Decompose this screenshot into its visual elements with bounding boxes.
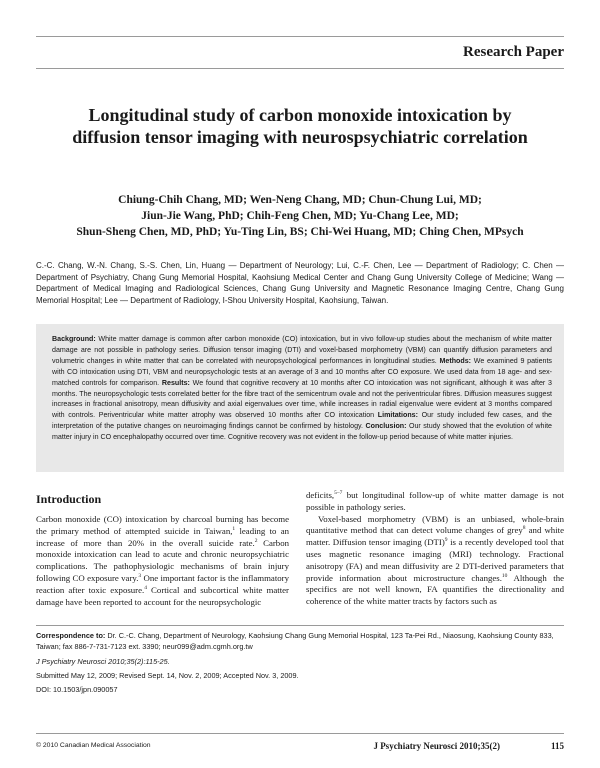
body-column-right <box>306 490 564 608</box>
text-run: Carbon monoxide (CO) intoxication by charcoal burning has become the primary method of attempted suicide in Taiwan, <box>36 514 289 536</box>
doi-line: DOI: 10.1503/jpn.090057 <box>36 685 118 695</box>
citation-ref: 10 <box>501 572 508 579</box>
correspondence-block <box>36 630 564 698</box>
abstract-results: We found that cognitive recovery at 10 months after CO intoxication was not significant, although it was after 3 months. The neuropsychologic tests correlated better for the fibre tract of the semicentrum ovale and not the periventricular fibres. Diffusion measures suggest increases in fractional anisotropy, mean diffusivity and axial eigenvalues over time, while increases in radial eigenvalue were evident at 3 months compared with controls. Periventricular white matter atrophy was observed 10 months after CO intoxication <box>52 378 552 420</box>
body-column-left <box>36 514 289 608</box>
affiliations: C.-C. Chang, W.-N. Chang, S.-S. Chen, Lin, Huang — Department of Neurology; Lui, C.-F. Chen, Lee — Department of Radiology; C. Chen — Department of Psychiatry, Chang Gung Memorial Hospital, Kaohsiung Medical Center and Chang Gung University College of Medicine; Wang — Department of Medical Imaging and Radiological Sciences, Chang Gung University and Magnetic Resonance Imaging Centre, Chang Gung Memorial Hospital; Lee — Department of Radiology, I-Shou University Hospital, Kaohsiung, Taiwan. <box>36 261 564 305</box>
page-number: 115 <box>550 741 564 751</box>
abstract-methods: We examined 9 patients with CO intoxication using DTI, VBM and neuropsychologic tests at an average of 3 and 10 months after CO exposure. We used data from 18 age- and sex-matched controls for comparison. <box>52 356 552 387</box>
correspondence-text: Dr. C.-C. Chang, Department of Neurology, Kaohsiung Chang Gung Memorial Hospital, 123 Ta-Pei Rd., Niaosung, Kaohsiung County 833, Taiwan; fax 886-7-731-7123 ext. 3390; neur099@adm.cgmh.org.tw <box>36 631 554 652</box>
citation-ref: 8 <box>522 525 526 532</box>
abstract-methods-label: Methods: <box>439 356 472 365</box>
correspondence-address <box>36 630 564 653</box>
paper-title: Longitudinal study of carbon monoxide intoxication by diffusion tensor imaging with neurospsychiatric correlation <box>72 105 528 147</box>
intro-paragraph <box>306 490 564 514</box>
citation-ref: 9 <box>444 537 448 544</box>
text-run: Cortical and subcortical white matter damage have been reported to account for the neuropsychologic <box>36 584 289 607</box>
text-run: Although the specifics are not well known, FA quantifies the directionality and coherence of the white matter tracts by factors such as <box>306 572 564 607</box>
author-line: Shun-Sheng Chen, MD, PhD; Yu-Ting Lin, BS; Chi-Wei Huang, MD; Ching Chen, MPsych <box>76 226 524 238</box>
text-run: Voxel-based morphometry (VBM) is an unbiased, whole-brain quantitative method that can detect volume changes of grey <box>306 513 564 536</box>
text-run: One important factor is the inflammatory reaction after toxic exposure. <box>36 572 289 595</box>
text-run: is a recently developed tool that uses magnetic resonance imaging (MRI) technology. Fractional anisotropy (FA) and mean diffusivity are 2 DTI-derived parameters that provide information about microstructure changes. <box>306 537 564 583</box>
text-run: and white matter. Diffusion tensor imaging (DTI) <box>306 525 565 548</box>
citation-ref: 4 <box>144 584 147 591</box>
abstract <box>52 334 552 443</box>
header-rule-top <box>36 36 564 37</box>
text-run: leading to an increase of more than 20% in the overall suicide rate. <box>36 525 290 548</box>
citation-ref: 3 <box>138 573 142 580</box>
text-run: deficits, <box>306 490 335 500</box>
abstract-limitations-label: Limitations: <box>377 411 418 420</box>
author-line: Jiun-Jie Wang, PhD; Chih-Feng Chen, MD; Yu-Chang Lee, MD; <box>141 210 459 222</box>
section-label: Research Paper <box>463 44 564 60</box>
intro-paragraph <box>36 514 289 608</box>
citation-line: J Psychiatry Neurosci 2010;35(2):115-25. <box>36 656 170 666</box>
abstract-background: White matter damage is common after carbon monoxide (CO) intoxication, but in vivo follow-up studies about the mechanism of white matter damage are not possible in pathology series. Diffusion tensor imaging (DTI) and voxel-based morphometry (VBM) can quantify diffusion parameters and volumetric changes in white matter that can be correlated with neuropsychological performances in longitudinal studies. <box>52 335 552 365</box>
abstract-results-label: Results: <box>161 378 190 387</box>
text-run: Carbon monoxide intoxication can lead to acute and chronic neuropsychiatric complications. The pathophysiologic mechanisms of brain injury following CO exposure vary. <box>36 537 289 583</box>
text-run: but longitudinal follow-up of white matter damage is not possible in pathology series. <box>306 490 564 512</box>
abstract-background-label: Background: <box>52 335 96 343</box>
copyright: © 2010 Canadian Medical Association <box>36 742 151 749</box>
citation-ref: 2 <box>254 537 258 544</box>
intro-paragraph <box>306 514 564 608</box>
dates-line: Submitted May 12, 2009; Revised Sept. 14, Nov. 2, 2009; Accepted Nov. 3, 2009. <box>36 670 299 680</box>
author-list <box>70 192 530 240</box>
header-rule-bottom <box>36 68 564 69</box>
abstract-limitations: Our study included few cases, and the interpretation of the putative changes on neuroimaging findings cannot be confirmed by histology. <box>52 411 552 431</box>
footer-rule <box>36 733 564 734</box>
correspondence-rule <box>36 625 564 626</box>
abstract-conclusion: Our study showed that the evolution of white matter injury in CO encephalopathy occurred over time. Cognitive recovery was not evident in the follow-up period because of white matter injuries. <box>52 422 552 442</box>
correspondence-label: Correspondence to: <box>36 631 106 640</box>
citation-ref: 5–7 <box>334 490 343 497</box>
footer-journal: J Psychiatry Neurosci 2010;35(2) <box>373 741 500 751</box>
abstract-conclusion-label: Conclusion: <box>365 422 407 431</box>
introduction-heading: Introduction <box>36 492 102 506</box>
citation-ref: 1 <box>232 525 236 532</box>
author-line: Chiung-Chih Chang, MD; Wen-Neng Chang, MD; Chun-Chung Lui, MD; <box>118 194 482 206</box>
